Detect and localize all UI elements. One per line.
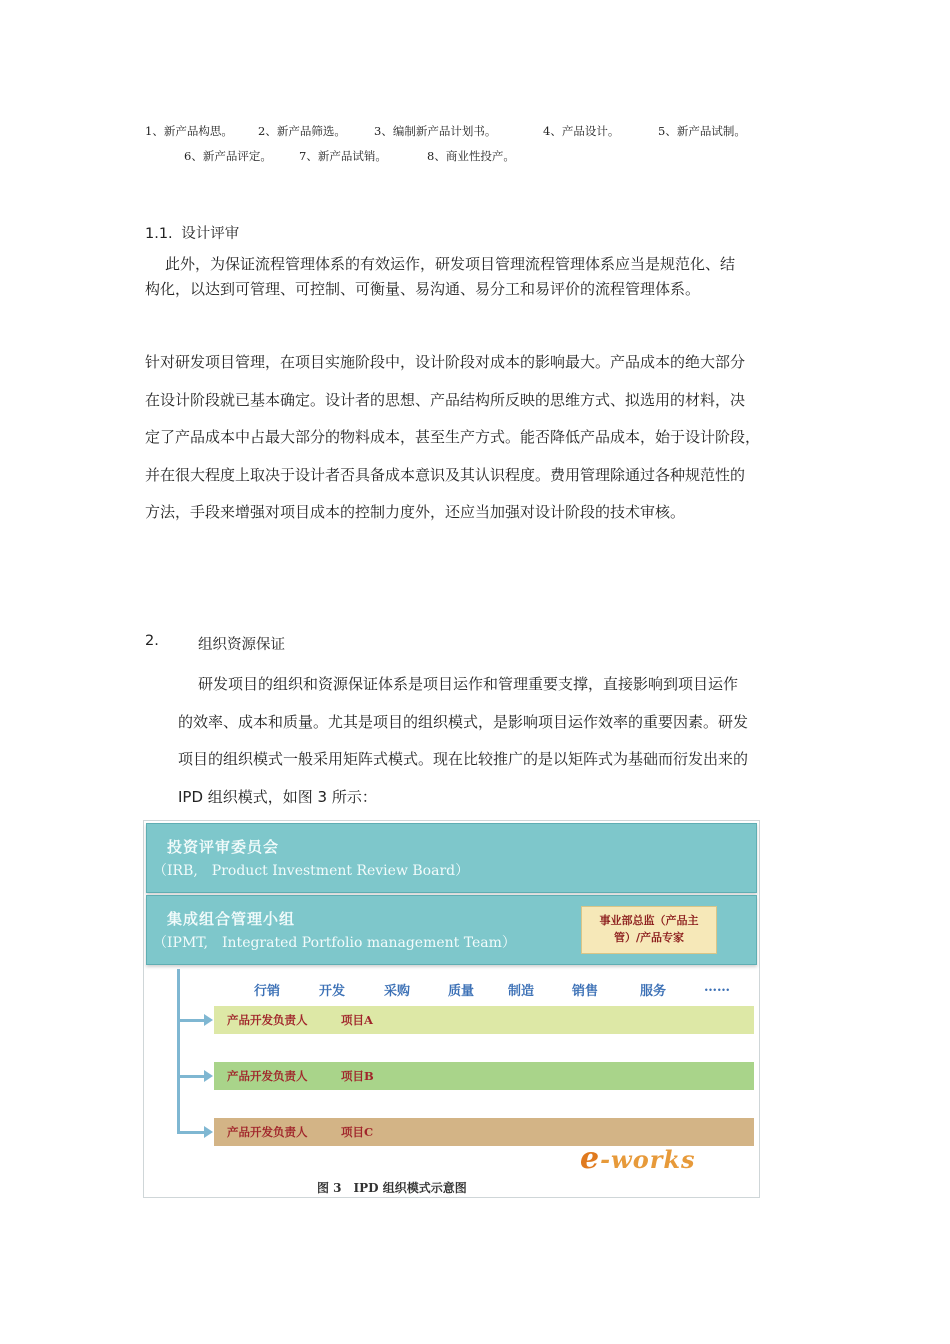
paragraph-line: 此外，为保证流程管理体系的有效运作，研发项目管理流程管理体系应当是规范化、结 (165, 255, 736, 273)
project-label: 项目A (341, 1013, 373, 1027)
irb-subtitle: （IRB, Product Investment Review Board） (153, 863, 470, 879)
figure-caption: 图 3 IPD 组织模式示意图 (317, 1181, 467, 1195)
connector-line (177, 969, 180, 1133)
paragraph-line: 方法，手段来增强对项目成本的控制力度外，还应当加强对设计阶段的技术审核。 (145, 503, 686, 521)
function-label: 开发 (319, 984, 346, 999)
paragraph-line: 构化，以达到可管理、可控制、可衡量、易沟通、易分工和易评价的流程管理体系。 (145, 280, 701, 298)
eworks-logo: e-works (580, 1141, 696, 1176)
project-label: 项目B (341, 1069, 374, 1083)
exec-line: 事业部总监（产品主 (599, 914, 699, 927)
paragraph-line: IPD 组织模式，如图 3 所示： (178, 787, 377, 806)
connector-arrow (177, 1131, 205, 1134)
org-resource-paragraph (178, 666, 748, 816)
section-2-heading (145, 633, 285, 653)
step-4: 4、产品设计。 (543, 124, 620, 138)
paragraph-line: 在设计阶段就已基本确定。设计者的思想、产品结构所反映的思维方式、拟选用的材料，决 (145, 390, 746, 409)
step-8: 8、商业性投产。 (427, 149, 515, 163)
irb-title: 投资评审委员会 (167, 838, 280, 856)
function-label: …… (704, 980, 730, 995)
function-label: 采购 (384, 984, 411, 999)
step-5: 5、新产品试制。 (658, 124, 746, 138)
arrow-head-icon (204, 1014, 213, 1026)
design-review-paragraph-2 (145, 344, 760, 532)
function-label: 行销 (254, 984, 281, 999)
section-title: 组织资源保证 (198, 637, 285, 653)
project-bar-b (214, 1062, 754, 1090)
section-number: 1.1. (145, 226, 173, 242)
step-1: 1、新产品构思。 (145, 124, 233, 138)
irb-box (146, 823, 757, 893)
paragraph-line: 研发项目的组织和资源保证体系是项目运作和管理重要支撑，直接影响到项目运作 (198, 675, 739, 693)
ipmt-subtitle: （IPMT, Integrated Portfolio management Team） (153, 935, 516, 951)
step-3: 3、编制新产品计划书。 (374, 124, 497, 138)
paragraph-line: 针对研发项目管理，在项目实施阶段中，设计阶段对成本的影响最大。产品成本的绝大部分 (145, 353, 746, 371)
connector-arrow (177, 1075, 205, 1078)
connector-arrow (177, 1019, 205, 1022)
arrow-head-icon (204, 1126, 213, 1138)
division-director-box (581, 906, 717, 954)
ipd-org-diagram (143, 820, 760, 1198)
project-leader-label: 产品开发负责人 (227, 1125, 308, 1139)
paragraph-line: 定了产品成本中占最大部分的物料成本，甚至生产方式。能否降低产品成本，始于设计阶段， (145, 428, 761, 446)
function-label: 质量 (448, 984, 475, 999)
function-label: 制造 (508, 984, 535, 999)
ipmt-title: 集成组合管理小组 (167, 910, 296, 928)
paragraph-line: 的效率、成本和质量。尤其是项目的组织模式，是影响项目运作效率的重要因素。研发 (178, 712, 749, 731)
step-7: 7、新产品试销。 (299, 149, 387, 163)
section-number: 2. (145, 633, 159, 649)
step-2: 2、新产品筛选。 (258, 124, 346, 138)
design-review-paragraph-1 (145, 252, 735, 302)
function-label: 服务 (640, 984, 667, 999)
step-6: 6、新产品评定。 (184, 149, 272, 163)
project-leader-label: 产品开发负责人 (227, 1069, 308, 1083)
project-bar-a (214, 1006, 754, 1034)
arrow-head-icon (204, 1070, 213, 1082)
project-leader-label: 产品开发负责人 (227, 1013, 308, 1027)
exec-line: 管）/产品专家 (613, 931, 685, 944)
ipmt-box (146, 895, 757, 965)
project-label: 项目C (341, 1125, 374, 1139)
paragraph-line: 并在很大程度上取决于设计者否具备成本意识及其认识程度。费用管理除通过各种规范性的 (145, 465, 746, 484)
section-title: 设计评审 (181, 226, 240, 242)
section-1-1-heading (145, 222, 239, 243)
function-label: 销售 (572, 984, 599, 999)
paragraph-line: 项目的组织模式一般采用矩阵式模式。现在比较推广的是以矩阵式为基础而衍发出来的 (178, 750, 749, 768)
